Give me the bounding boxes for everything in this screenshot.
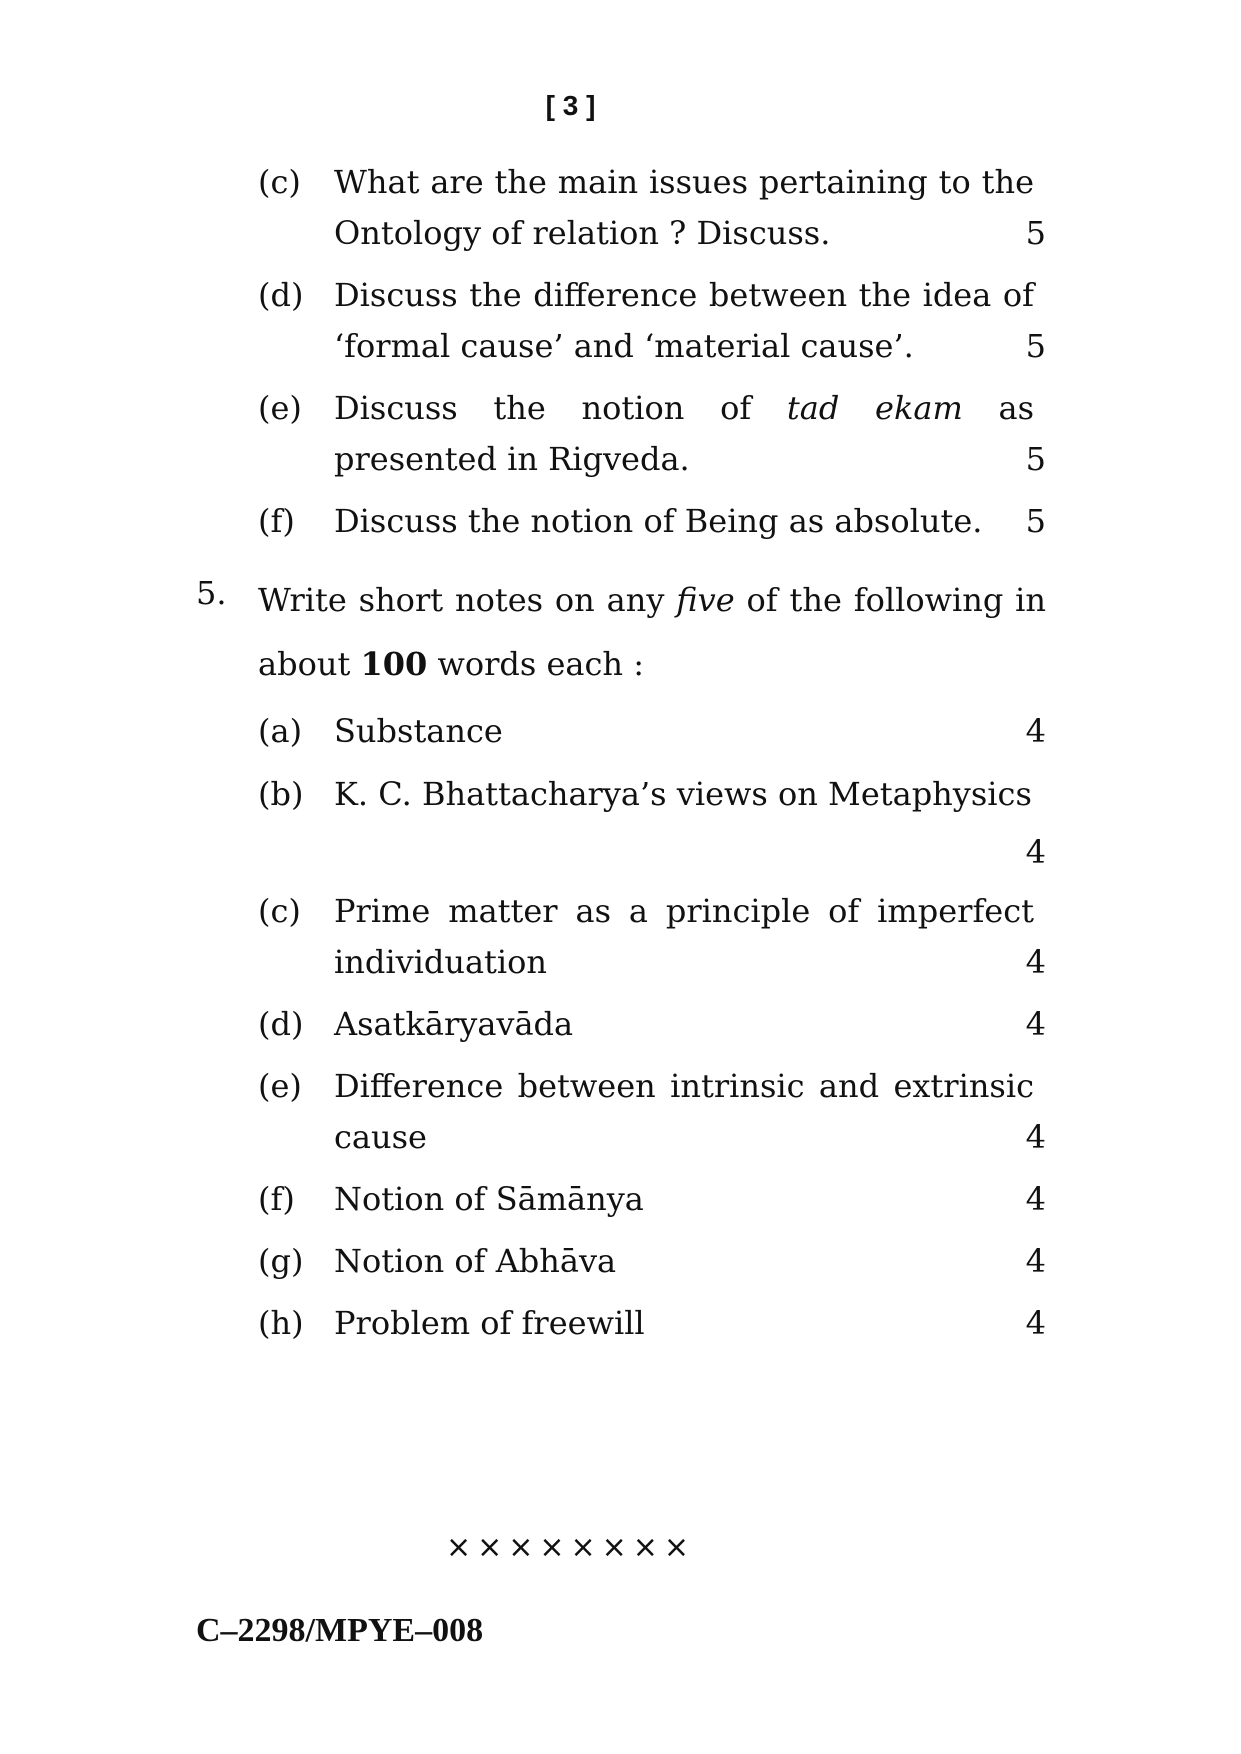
item-line1: Problem of freewill [334,1304,645,1342]
item-line1: Notion of Abhāva [334,1242,617,1280]
item-marks: 4 [1025,1005,1046,1043]
item-line1: Difference between intrinsic and extrinsic [334,1067,1034,1105]
item-line1 [334,383,1034,434]
question-5-text [258,568,1046,696]
item-line1: Substance [334,712,503,750]
item-line2: presented in Rigveda. [334,440,690,478]
item-marks: 5 [1025,502,1046,540]
page-number: [ 3 ] [545,90,596,121]
item-text [334,1298,1034,1349]
item-marks: 4 [1025,712,1046,750]
item-label: (h) [258,1304,304,1342]
item-text [334,383,1034,485]
item-label: (f) [258,1180,295,1218]
paper-code: C–2298/MPYE–008 [196,1612,484,1649]
item-line1: Prime matter as a principle of imperfect [334,892,1034,930]
item-line1: Discuss the notion of Being as absolute. [334,502,983,540]
item-label: (c) [258,892,301,930]
item-line2: Ontology of relation ? Discuss. [334,214,831,252]
item-line1-em: tad ekam [786,389,963,427]
item-marks: 4 [1025,1304,1046,1342]
item-line2: individuation [334,943,548,981]
item-label: (f) [258,502,295,540]
q5-line2-post: words each : [427,645,644,683]
item-label: (e) [258,389,302,427]
item-text [334,999,1034,1050]
end-separator: ×××××××× [445,1530,696,1565]
item-marks: 5 [1025,214,1046,252]
item-text [334,769,1034,820]
item-label: (d) [258,276,304,314]
item-line1: Asatkāryavāda [334,1005,574,1043]
question-5-line2 [258,632,1046,696]
item-marks: 5 [1025,327,1046,365]
q5-line2-bold: 100 [360,645,428,683]
item-text [334,1174,1034,1225]
item-marks: 4 [1025,943,1046,981]
question-5-number: 5. [196,574,227,612]
item-text [334,270,1034,372]
item-line1: What are the main issues pertaining to the [334,163,1034,201]
q5-text-em: five [676,581,735,619]
item-label: (a) [258,712,303,750]
item-text [334,706,1034,757]
item-marks: 4 [1025,1242,1046,1280]
item-line1: K. C. Bhattacharya’s views on Metaphysics [334,775,1032,813]
item-label: (g) [258,1242,304,1280]
item-label: (b) [258,775,304,813]
item-marks: 4 [1025,1180,1046,1218]
item-text [334,496,1034,547]
item-line2: cause [334,1118,427,1156]
item-text [334,1061,1034,1163]
item-line1-post: as [962,389,1035,427]
item-marks: 4 [1025,833,1046,871]
item-text [334,886,1034,988]
item-line2: ‘formal cause’ and ‘material cause’. [334,327,914,365]
q5-line2-pre: about [258,645,361,683]
q5-text-pre: Write short notes on any [258,581,677,619]
item-label: (c) [258,163,301,201]
item-label: (e) [258,1067,302,1105]
item-text [334,1236,1034,1287]
q5-text-post: of the following in [734,581,1047,619]
question-5-line1 [258,568,1046,632]
item-marks: 5 [1025,440,1046,478]
item-line1: Discuss the difference between the idea of [334,276,1034,314]
item-marks: 4 [1025,1118,1046,1156]
item-line1-pre: Discuss the notion of [334,389,787,427]
item-text [334,157,1034,259]
item-line1: Notion of Sāmānya [334,1180,644,1218]
item-label: (d) [258,1005,304,1043]
